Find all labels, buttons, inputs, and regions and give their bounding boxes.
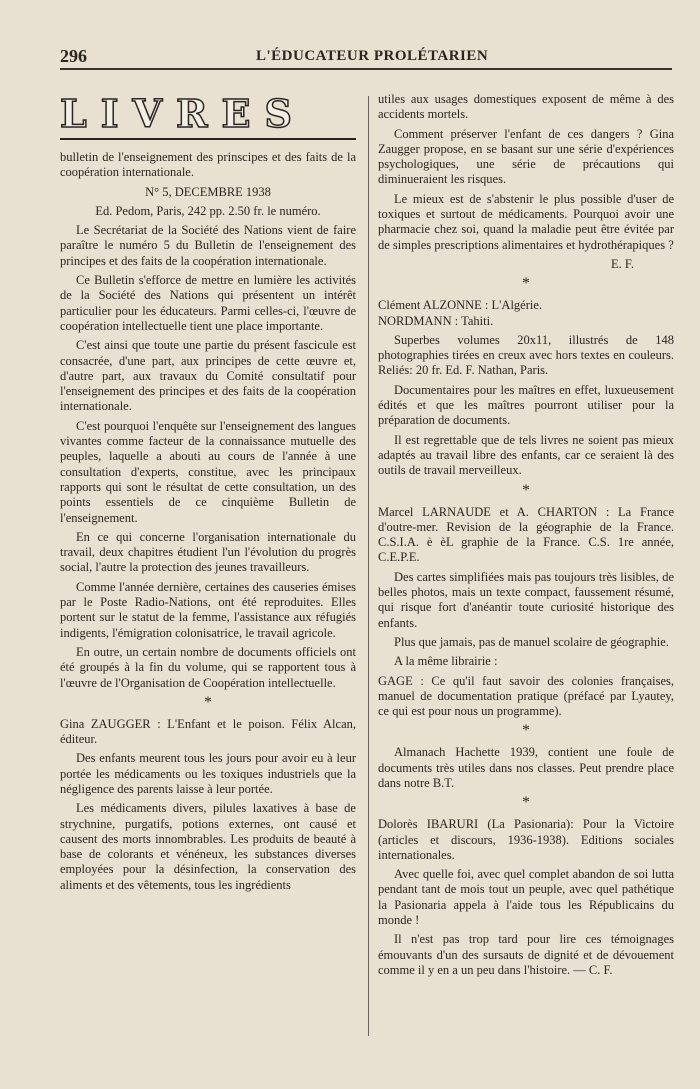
paragraph: Des enfants meurent tous les jours pour avoir eu à leur portée les médicaments ou les toxiques industriels que la négligence des parents laisse à leur portée. bbox=[60, 751, 356, 796]
paragraph: A la même librairie : bbox=[394, 654, 498, 669]
book-entry: NORDMANN : Tahiti. bbox=[378, 313, 494, 328]
paragraph: En outre, un certain nombre de documents officiels ont été groupés à la fin du volume, qui se rapportent tous à l'œuvre de l'Organisation de Coopération intellectuelle. bbox=[60, 644, 356, 690]
page-header bbox=[60, 44, 672, 68]
paragraph: Ce Bulletin s'efforce de mettre en lumière les activités de la Société des Nations qui présentent un intérêt particulier pour les éducateurs. Parmi celles-ci, l'œuvre de coopération intellectuelle tient une place importante. bbox=[60, 273, 356, 333]
paragraph: Documentaires pour les maîtres en effet, luxueusement édités et que les maîtres pourront utiliser pour la préparation de documents. bbox=[378, 382, 674, 428]
book-entry: Gina ZAUGGER : L'Enfant et le poison. Félix Alcan, éditeur. bbox=[60, 716, 356, 747]
paragraph: En ce qui concerne l'organisation internationale du travail, deux chapitres étudient l'un l'évolution du progrès social, l'autre la protection des jeunes travailleurs. bbox=[60, 529, 356, 575]
paragraph: Comment préserver l'enfant de ces dangers ? Gina Zaugger propose, en se basant sur une série d'expériences psychologiques, une série de précautions qui diminueraient les risques. bbox=[378, 126, 674, 187]
header-rule bbox=[60, 68, 672, 70]
paragraph: C'est ainsi que toute une partie du présent fascicule est consacrée, d'une part, aux principes de cette œuvre et, d'autre part, aux travaux du Comité consultatif pour l'enseignement des principes et des faits de la coopération internationale. bbox=[60, 338, 356, 414]
paragraph: Superbes volumes 20x11, illustrés de 148 photographies tirées en creux avec hors textes en couleurs. Reliés: 20 fr. Ed. F. Nathan, Paris. bbox=[378, 332, 674, 378]
page-number: 296 bbox=[60, 46, 87, 66]
paragraph: Il est regrettable que de tels livres ne soient pas mieux adaptés au travail libre des enfants, car ce seraient là des outils de travail merveilleux. bbox=[378, 432, 674, 478]
paragraph: Almanach Hachette 1939, contient une foule de documents très utiles dans nos classes. Peut prendre place dans notre B.T. bbox=[378, 745, 674, 790]
book-entry: Dolorès IBARURI (La Pasionaria): Pour la Victoire (articles et discours, 1936-1938). Editions sociales internationales. bbox=[378, 817, 674, 862]
section-title: LIVRES bbox=[60, 91, 306, 136]
separator-asterisk: * bbox=[522, 794, 530, 812]
paragraph: Les médicaments divers, pilules laxatives à base de strychnine, purgatifs, potions externes, ont causé et causent des morts innombrables. Les produits de beauté à base de colorants et vénéneux, les substances diverses employées pour la désinfection, la conservation des aliments et des vêtements, tous les ingrédients bbox=[60, 801, 356, 892]
paragraph: Le Secrétariat de la Société des Nations vient de faire paraître le numéro 5 du Bulletin de l'enseignement des principes et des faits de la coopération internationale. bbox=[60, 223, 356, 268]
paragraph: C'est pourquoi l'enquête sur l'enseignement des langues vivantes comme facteur de la connaissance mutuelle des peuples, laquelle a abouti au cours de l'année à une consultation d'experts, constitue, avec les principaux rapports qui sont le résultat de cette consultation, un des points essentiels de ce cinquième Bulletin de l'enseignement. bbox=[60, 418, 356, 525]
publication-info: Ed. Pedom, Paris, 242 pp. 2.50 fr. le numéro. bbox=[95, 203, 321, 218]
paragraph: utiles aux usages domestiques exposent de même à des accidents mortels. bbox=[378, 92, 674, 122]
separator-asterisk: * bbox=[204, 693, 212, 711]
issue-heading: N° 5, DECEMBRE 1938 bbox=[145, 184, 271, 199]
paragraph: Comme l'année dernière, certaines des causeries émises par le Poste Radio-Nations, ont été reproduites. Elles portent sur le statut de la femme, l'assistance aux réfugiés indigents, l'émigration colonisatrice, le travail agricole. bbox=[60, 579, 356, 640]
book-entry: GAGE : Ce qu'il faut savoir des colonies françaises, manuel de documentation pratique (préfacé par Lyautey, ce qui est pour nous un programme). bbox=[378, 673, 674, 719]
left-column bbox=[60, 150, 356, 897]
column-divider bbox=[368, 96, 369, 1036]
separator-asterisk: * bbox=[522, 722, 530, 740]
signature: E. F. bbox=[611, 256, 634, 271]
running-title: L'ÉDUCATEUR PROLÉTARIEN bbox=[256, 48, 489, 64]
paragraph: Plus que jamais, pas de manuel scolaire de géographie. bbox=[394, 634, 669, 649]
separator-asterisk: * bbox=[522, 481, 530, 499]
paragraph: Il n'est pas trop tard pour lire ces témoignages émouvants d'un des sursauts de dignité et de dévouement comme il y en a un peu dans l'histoire. — C. F. bbox=[378, 932, 674, 977]
book-entry: Clément ALZONNE : L'Algérie. bbox=[378, 298, 543, 313]
paragraph: Des cartes simplifiées mais pas toujours très lisibles, de belles photos, mais un texte compact, faussement résumé, qui risque fort d'anéantir toute curiosité historique des enfants. bbox=[378, 569, 674, 630]
right-column bbox=[378, 92, 674, 982]
separator-asterisk: * bbox=[522, 275, 530, 293]
paragraph: Le mieux est de s'abstenir le plus possible d'user de toxiques et surtout de médicaments. Pourquoi avoir une pharmacie chez soi, quand la maladie peut être évitée par de simples prescriptions alimentaires et hydrothérapiques ? bbox=[378, 191, 674, 252]
book-entry: Marcel LARNAUDE et A. CHARTON : La France d'outre-mer. Revision de la géographie de la France. C.S.I.A. è èL graphie de la France. C.S. 1re année, C.E.P.E. bbox=[378, 504, 674, 565]
section-title-rule bbox=[60, 138, 356, 140]
paragraph: Avec quelle foi, avec quel complet abandon de soi lutta pendant tant de mois tout un peuple, avec quel pathétique la Pasionaria appela à l'aide tous les Républicains du monde ! bbox=[378, 867, 674, 928]
paragraph: bulletin de l'enseignement des prinscipes et des faits de la coopération internationale. bbox=[60, 150, 356, 180]
